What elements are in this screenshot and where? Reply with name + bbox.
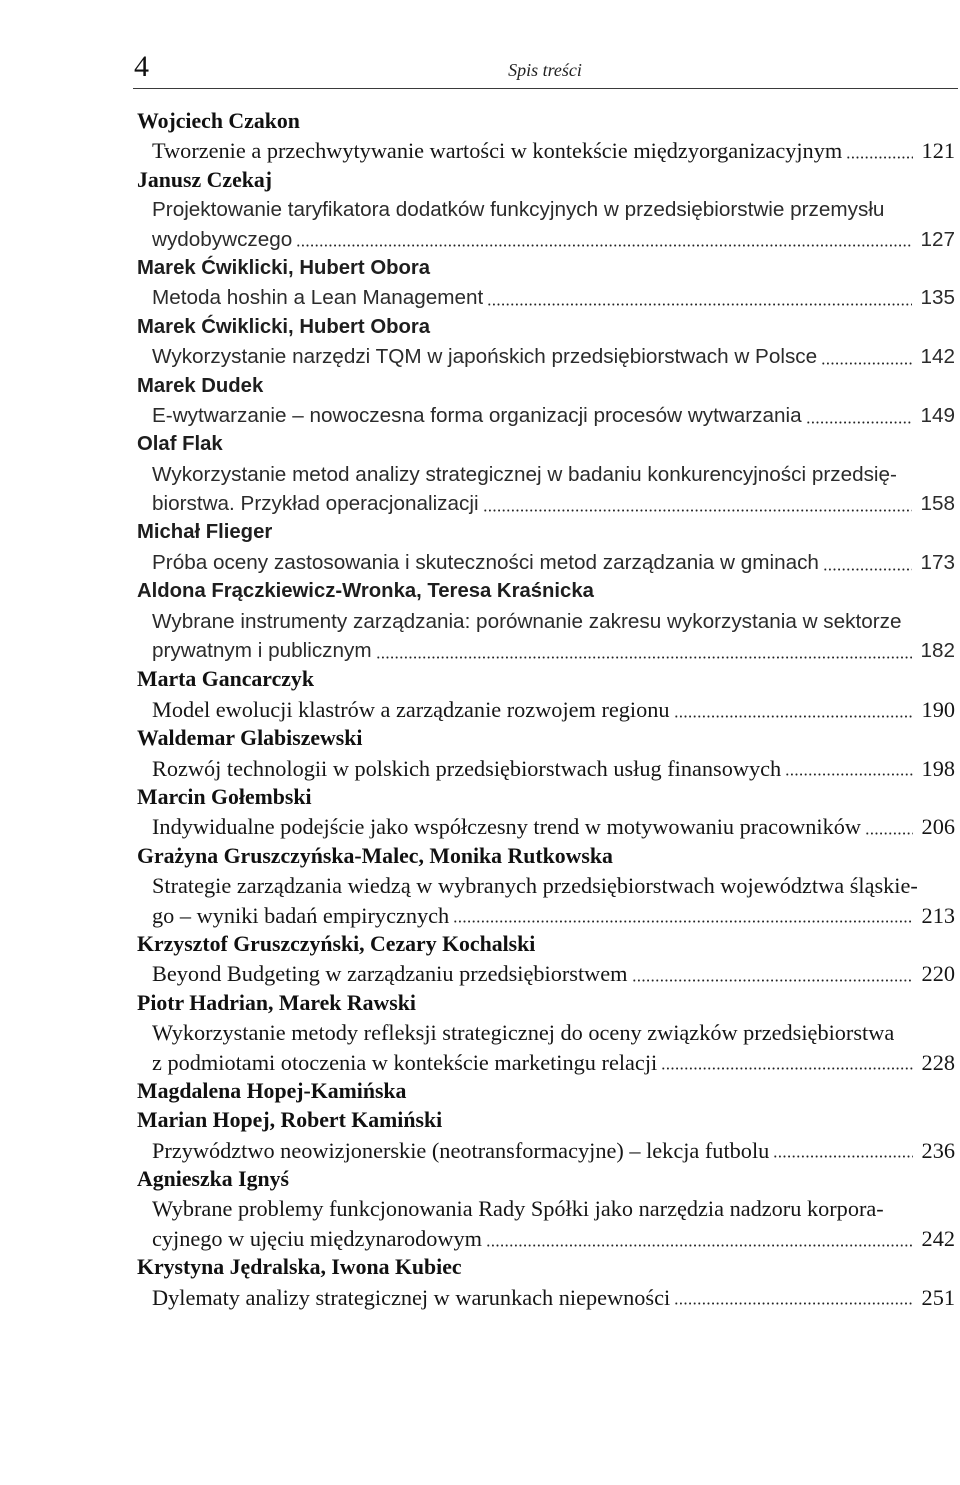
toc-entry-title: Beyond Budgeting w zarządzaniu przedsiębiorstwem	[152, 961, 628, 987]
dot-leader	[846, 136, 913, 165]
toc-entry	[137, 430, 955, 518]
toc-entry-title-line	[137, 1018, 955, 1047]
dot-leader	[865, 812, 913, 841]
toc-entry-title: wydobywczego	[152, 227, 293, 251]
toc-entry-authors: Marek Ćwiklicki, Hubert Obora	[137, 315, 431, 338]
toc-entry-authors: Marek Ćwiklicki, Hubert Obora	[137, 256, 431, 279]
toc-entry-title-line	[137, 136, 955, 165]
toc-entry-title-line	[137, 754, 955, 783]
toc-entry-title-line	[137, 812, 955, 841]
toc-entry-authors: Piotr Hadrian, Marek Rawski	[137, 990, 416, 1015]
toc-entry-title-line	[137, 607, 955, 636]
toc-entry-page-number: 173	[920, 550, 955, 574]
toc-entry-authors: Waldemar Glabiszewski	[137, 726, 363, 751]
toc-entry	[137, 107, 955, 166]
dot-leader	[674, 695, 913, 724]
toc-entry-title-line	[137, 489, 955, 518]
toc-entry-page-number: 251	[921, 1284, 955, 1310]
dot-leader	[453, 901, 913, 930]
toc-entry	[137, 665, 955, 724]
toc-entry-authors: Janusz Czekaj	[137, 167, 273, 192]
toc-entry-title: Próba oceny zastosowania i skuteczności metod zarządzania w gminach	[152, 550, 819, 574]
toc-entry-title-line	[137, 342, 955, 371]
toc-entry-page-number: 213	[921, 902, 955, 928]
toc-entry-authors: Marcin Gołembski	[137, 784, 312, 809]
toc-entry-title: Wykorzystanie narzędzi TQM w japońskich przedsiębiorstwach w Polsce	[152, 345, 818, 369]
toc-entry-title: biorstwa. Przykład operacjonalizacji	[152, 492, 479, 516]
toc-entry-title-line	[137, 1194, 955, 1223]
toc-entry-title: z podmiotami otoczenia w kontekście marketingu relacji	[152, 1049, 658, 1075]
toc-entry-page-number: 190	[921, 696, 955, 722]
toc-entry	[137, 783, 955, 842]
toc-entry-title: Indywidualne podejście jako współczesny trend w motywowaniu pracowników	[152, 814, 861, 840]
toc-entry-title: Rozwój technologii w polskich przedsiębiorstwach usług finansowych	[152, 755, 782, 781]
toc-entry-title-line	[137, 1283, 955, 1312]
dot-leader	[296, 225, 912, 254]
toc-entry	[137, 577, 955, 665]
toc-entry	[137, 930, 955, 989]
toc-entry-title-line	[137, 1136, 955, 1165]
toc-entry-authors: Marta Gancarczyk	[137, 667, 314, 692]
toc-entry	[137, 724, 955, 783]
dot-leader	[773, 1136, 913, 1165]
toc-entry-title-line	[137, 401, 955, 430]
toc-entry	[137, 313, 955, 372]
toc-entry-page-number: 127	[920, 227, 955, 251]
toc-entry-authors: Michał Flieger	[137, 521, 273, 544]
toc-entry	[137, 372, 955, 431]
dot-leader	[376, 636, 913, 665]
dot-leader	[821, 342, 912, 371]
dot-leader	[486, 1224, 913, 1253]
toc-entry-title-line	[137, 901, 955, 930]
toc-entry-page-number: 228	[921, 1049, 955, 1075]
dot-leader	[785, 754, 913, 783]
dot-leader	[661, 1048, 913, 1077]
toc-entry-title-line	[137, 871, 955, 900]
toc-entry-title: Metoda hoshin a Lean Management	[152, 286, 484, 310]
toc-entry-title: Dylematy analizy strategicznej w warunkach niepewności	[152, 1284, 671, 1310]
toc-entry-title-line	[137, 959, 955, 988]
dot-leader	[632, 959, 913, 988]
dot-leader	[483, 489, 913, 518]
toc-entry-authors: Krystyna Jędralska, Iwona Kubiec	[137, 1255, 462, 1280]
toc-entry-title: Projektowanie taryfikatora dodatków funkcyjnych w przedsiębiorstwie przemysłu	[152, 198, 885, 222]
toc-entry-authors: Aldona Frączkiewicz-Wronka, Teresa Kraśnicka	[137, 580, 594, 603]
dot-leader	[806, 401, 913, 430]
toc-entry-title: cyjnego w ujęciu międzynarodowym	[152, 1225, 483, 1251]
toc-entry-page-number: 242	[921, 1225, 955, 1251]
toc-entry-title-line	[137, 1224, 955, 1253]
toc-entry	[137, 1165, 955, 1253]
dot-leader	[823, 548, 913, 577]
toc-entry-title: prywatnym i publicznym	[152, 639, 372, 663]
toc-entry-title: go – wyniki badań empirycznych	[152, 902, 450, 928]
toc-entry-page-number: 142	[920, 345, 955, 369]
page-number: 4	[134, 50, 149, 83]
toc-entry-title: Wykorzystanie metod analizy strategicznej w badaniu konkurencyjności przedsię-	[152, 462, 897, 486]
toc-entry-page-number: 220	[921, 961, 955, 987]
toc-entry	[137, 989, 955, 1077]
toc-entry	[137, 842, 955, 930]
toc-entry-title-line	[137, 636, 955, 665]
toc-entry	[137, 518, 955, 577]
toc-entry-title-line	[137, 695, 955, 724]
toc-entry-title: Przywództwo neowizjonerskie (neotransformacyjne) – lekcja futbolu	[152, 1137, 770, 1163]
toc-entry-title-line	[137, 225, 955, 254]
toc-entry	[137, 1077, 955, 1165]
toc-entry-title: E-wytwarzanie – nowoczesna forma organizacji procesów wytwarzania	[152, 403, 802, 427]
toc-entry-page-number: 158	[920, 492, 955, 516]
toc-entry-title: Model ewolucji klastrów a zarządzanie rozwojem regionu	[152, 696, 670, 722]
toc-entry-page-number: 182	[920, 639, 955, 663]
toc-entry-title: Wybrane problemy funkcjonowania Rady Spółki jako narzędzia nadzoru korpora-	[152, 1196, 884, 1222]
toc-entry-title: Strategie zarządzania wiedzą w wybranych przedsiębiorstwach województwa śląskie-	[152, 873, 918, 899]
toc-entry-title: Wybrane instrumenty zarządzania: porównanie zakresu wykorzystania w sektorze	[152, 609, 902, 633]
dot-leader	[674, 1283, 913, 1312]
toc-entry-title-line	[137, 195, 955, 224]
toc-entry-authors: Wojciech Czakon	[137, 109, 300, 133]
toc-entry-authors: Krzysztof Gruszczyński, Cezary Kochalski	[137, 931, 536, 956]
header-rule	[133, 88, 958, 89]
toc-entry-authors: Grażyna Gruszczyńska-Malec, Monika Rutkowska	[137, 843, 613, 868]
toc-entry-page-number: 236	[921, 1137, 955, 1163]
dot-leader	[487, 283, 912, 312]
toc-entry	[137, 166, 955, 254]
toc-entry-authors: Agnieszka Ignyś	[137, 1167, 290, 1192]
toc-entry-title-line	[137, 283, 955, 312]
toc-entry-title: Tworzenie a przechwytywanie wartości w kontekście międzyorganizacyjnym	[152, 138, 843, 164]
toc-entry-page-number: 149	[920, 403, 955, 427]
toc-entry-page-number: 206	[921, 814, 955, 840]
toc-entry	[137, 1253, 955, 1312]
toc-entry-page-number: 198	[921, 755, 955, 781]
toc-entry-title-line	[137, 460, 955, 489]
toc-entry-authors: Marek Dudek	[137, 374, 264, 397]
table-of-contents	[137, 107, 955, 1312]
toc-entry-page-number: 121	[921, 138, 955, 164]
toc-entry-authors: Olaf Flak	[137, 433, 223, 456]
toc-entry-authors: Marian Hopej, Robert Kamiński	[137, 1108, 443, 1133]
running-title: Spis treści	[508, 60, 582, 80]
toc-entry-title: Wykorzystanie metody refleksji strategicznej do oceny związków przedsiębiorstwa	[152, 1020, 895, 1046]
toc-entry-page-number: 135	[920, 286, 955, 310]
toc-entry-authors: Magdalena Hopej-Kamińska	[137, 1078, 407, 1103]
toc-entry-title-line	[137, 548, 955, 577]
toc-entry	[137, 254, 955, 313]
toc-entry-title-line	[137, 1048, 955, 1077]
